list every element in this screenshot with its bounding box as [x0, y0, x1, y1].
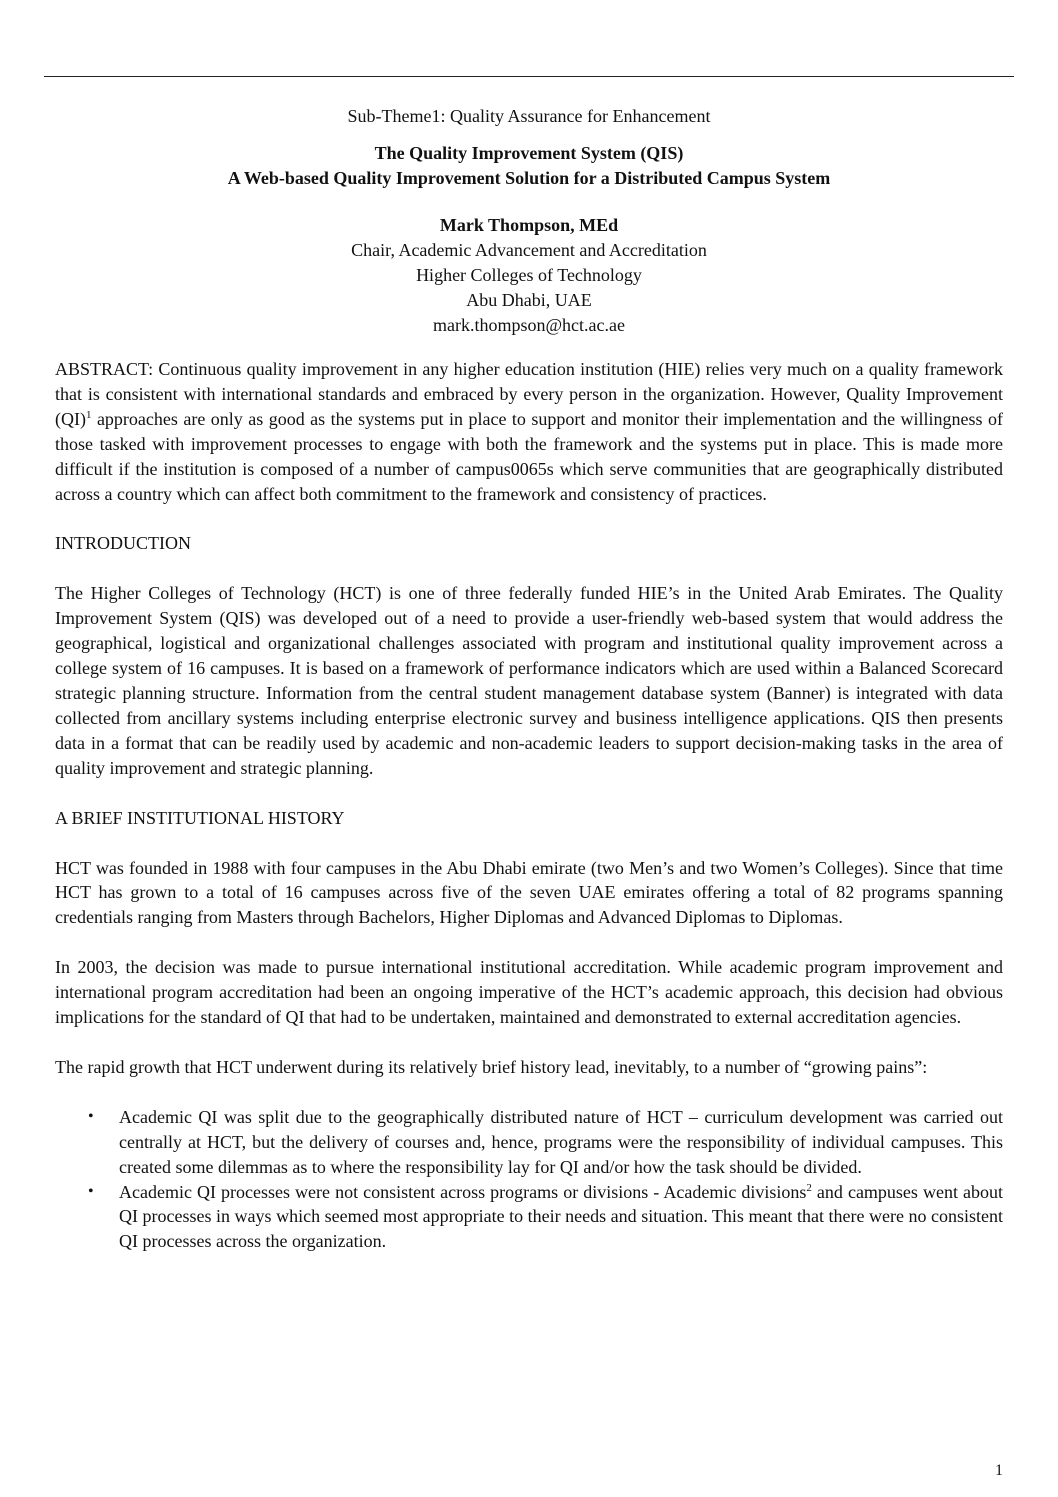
page-content [55, 104, 1003, 1254]
paper-title-line-1: The Quality Improvement System (QIS) [374, 143, 684, 163]
author-email: mark.thompson@hct.ac.ae [432, 315, 625, 335]
bullet-text-2-part-2: and campuses went about QI processes in ways which seemed most appropriate to their needs and situation. This meant that there were no consistent QI processes across the organization. [119, 1181, 1003, 1252]
growing-pains-list [55, 1105, 1003, 1254]
author-institution: Higher Colleges of Technology [416, 265, 642, 285]
header-rule [44, 76, 1014, 77]
introduction-paragraph: The Higher Colleges of Technology (HCT) is one of three federally funded HIE’s in the United Arab Emirates. The Quality Improvement System (QIS) was developed out of a need to provide a user-friendly web-based system that would address the geographical, logistical and organizational challenges associated with program and institutional quality improvement across a college system of 16 campuses. It is based on a framework of performance indicators which are used within a Balanced Scorecard strategic planning structure. Information from the central student management database system (Banner) is integrated with data collected from ancillary systems including enterprise electronic survey and business intelligence applications. QIS then presents data in a format that can be readily used by academic and non-academic leaders to support decision-making tasks in the area of quality improvement and strategic planning. [55, 583, 1003, 778]
abstract-paragraph [55, 357, 1003, 506]
list-item [55, 1180, 1003, 1255]
author-name: Mark Thompson, MEd [439, 215, 619, 235]
bullet-text-1: Academic QI was split due to the geographically distributed nature of HCT – curriculum development was carried out centrally at HCT, but the delivery of courses and, hence, programs were the responsibility of individual campuses. This created some dilemmas as to where the responsibility lay for QI and/or how the task should be divided. [119, 1106, 1003, 1177]
bullet-icon: • [88, 1182, 94, 1200]
history-paragraph-3: The rapid growth that HCT underwent during its relatively brief history lead, inevitably, to a number of “growing pains”: [55, 1056, 928, 1077]
footnote-ref-2: 2 [806, 1181, 812, 1194]
page-number: 1 [995, 1462, 1003, 1479]
history-paragraph-1: HCT was founded in 1988 with four campuses in the Abu Dhabi emirate (two Men’s and two Women’s Colleges). Since that time HCT has grown to a total of 16 campuses across five of the seven UAE emirates offering a total of 82 programs spanning credentials ranging from Masters through Bachelors, Higher Diplomas and Advanced Diplomas to Diplomas. [55, 857, 1003, 928]
paper-title-line-2: A Web-based Quality Improvement Solution for a Distributed Campus System [227, 168, 831, 188]
history-heading: A BRIEF INSTITUTIONAL HISTORY [55, 807, 345, 828]
footnote-ref-1: 1 [85, 408, 92, 421]
subtheme-line: Sub-Theme1: Quality Assurance for Enhancement [347, 106, 711, 126]
list-item [55, 1105, 1003, 1180]
abstract-text-part-2: approaches are only as good as the systems put in place to support and monitor their implementation and the willingness of those tasked with improvement processes to engage with both the framework and the systems put in place. This is made more difficult if the institution is composed of a number of campus0065s which serve communities that are geographically distributed across a country which can affect both commitment to the framework and consistency of practices. [55, 408, 1003, 504]
bullet-text-2-part-1: Academic QI processes were not consistent across programs or divisions - Academic divisions [119, 1181, 807, 1202]
bullet-icon: • [88, 1107, 94, 1125]
author-block [55, 213, 1003, 338]
introduction-heading: INTRODUCTION [55, 533, 191, 554]
history-paragraph-2: In 2003, the decision was made to pursue international institutional accreditation. While academic program improvement and international program accreditation had been an ongoing imperative of the HCT’s academic approach, this decision had obvious implications for the standard of QI that had to be undertaken, maintained and demonstrated to external accreditation agencies. [55, 957, 1003, 1028]
abstract-text-part-1: ABSTRACT: Continuous quality improvement in any higher education institution (HIE) relies very much on a quality framework that is consistent with international standards and embraced by every person in the organization. However, Quality Improvement (QI) [55, 359, 1003, 429]
author-position: Chair, Academic Advancement and Accreditation [351, 240, 707, 260]
author-location: Abu Dhabi, UAE [466, 290, 592, 310]
